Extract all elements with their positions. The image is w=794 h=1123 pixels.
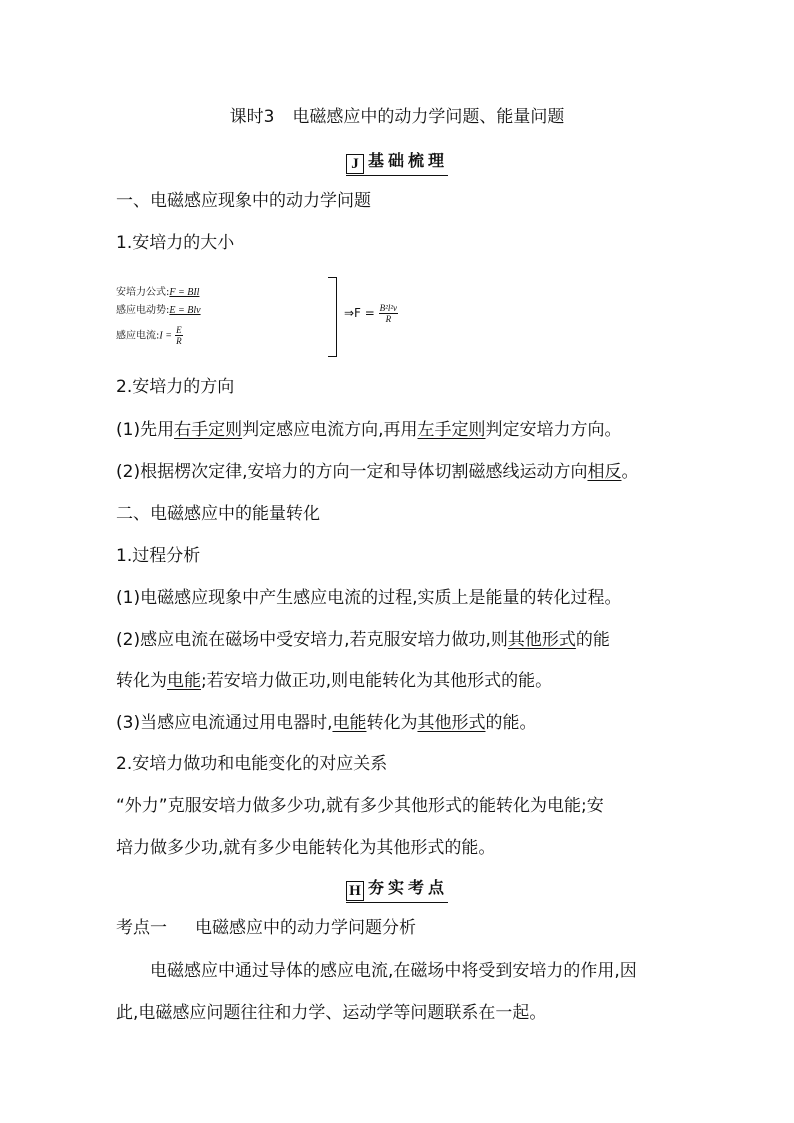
badge-label: 基础梳理 bbox=[367, 151, 448, 170]
paragraph-relation-2: 培力做多少功,就有多少电能转化为其他形式的能。 bbox=[116, 838, 496, 858]
item-heading-3: 1.过程分析 bbox=[116, 546, 201, 566]
paragraph-relation-1: “外力”克服安培力做多少功,就有多少其他形式的能转化为电能;安 bbox=[116, 796, 604, 816]
badge-letter-icon: J bbox=[346, 154, 364, 174]
badge-label: 夯实考点 bbox=[367, 878, 448, 897]
exam-point-heading-1: 考点一 电磁感应中的动力学问题分析 bbox=[116, 918, 416, 938]
section-badge-exam-points bbox=[0, 877, 794, 903]
ampere-force-formula bbox=[116, 277, 398, 357]
section-heading-2: 二、电磁感应中的能量转化 bbox=[116, 504, 320, 524]
formula-result: ⇒F = $\frac{\text{B²l²v}}{R}$ bbox=[344, 303, 398, 324]
badge-letter-icon: H bbox=[346, 881, 364, 901]
right-brace bbox=[328, 277, 337, 357]
item-heading-4: 2.安培力做功和电能变化的对应关系 bbox=[116, 754, 388, 774]
title-lesson-number: 课时3 bbox=[229, 107, 275, 127]
paragraph-process-2-cont: 转化为电能;若安培力做正功,则电能转化为其他形式的能。 bbox=[116, 671, 553, 691]
fraction-e-over-r: $\frac{E}{R}$ bbox=[176, 325, 182, 346]
paragraph-process-1: (1)电磁感应现象中产生感应电流的过程,实质上是能量的转化过程。 bbox=[116, 588, 622, 608]
formula-row-1: 安培力公式:F = BIl bbox=[116, 287, 200, 298]
paragraph-process-3: (3)当感应电流通过用电器时,电能转化为其他形式的能。 bbox=[116, 713, 537, 733]
formula-row-3: 感应电流:I = $\frac{E}{R}$ bbox=[116, 325, 182, 346]
paragraph-exam-point-1: 电磁感应中通过导体的感应电流,在磁场中将受到安培力的作用,因 bbox=[150, 961, 637, 981]
title-text: 电磁感应中的动力学问题、能量问题 bbox=[292, 107, 565, 127]
item-heading-1: 1.安培力的大小 bbox=[116, 233, 235, 253]
paragraph-process-2: (2)感应电流在磁场中受安培力,若克服安培力做功,则其他形式的能 bbox=[116, 630, 610, 650]
paragraph-exam-point-1-cont: 此,电磁感应问题往往和力学、运动学等问题联系在一起。 bbox=[116, 1003, 547, 1023]
section-badge-basics bbox=[0, 150, 794, 176]
item-heading-2: 2.安培力的方向 bbox=[116, 377, 235, 397]
section-heading-1: 一、电磁感应现象中的动力学问题 bbox=[116, 191, 371, 211]
paragraph-direction-2: (2)根据楞次定律,安培力的方向一定和导体切割磁感线运动方向相反。 bbox=[116, 462, 639, 482]
formula-row-2: 感应电动势:E = Blv bbox=[116, 305, 201, 316]
page-title bbox=[0, 106, 794, 128]
fraction-result: $\frac{\text{B²l²v}}{R}$ bbox=[379, 303, 398, 324]
paragraph-direction-1: (1)先用右手定则判定感应电流方向,再用左手定则判定安培力方向。 bbox=[116, 420, 622, 440]
